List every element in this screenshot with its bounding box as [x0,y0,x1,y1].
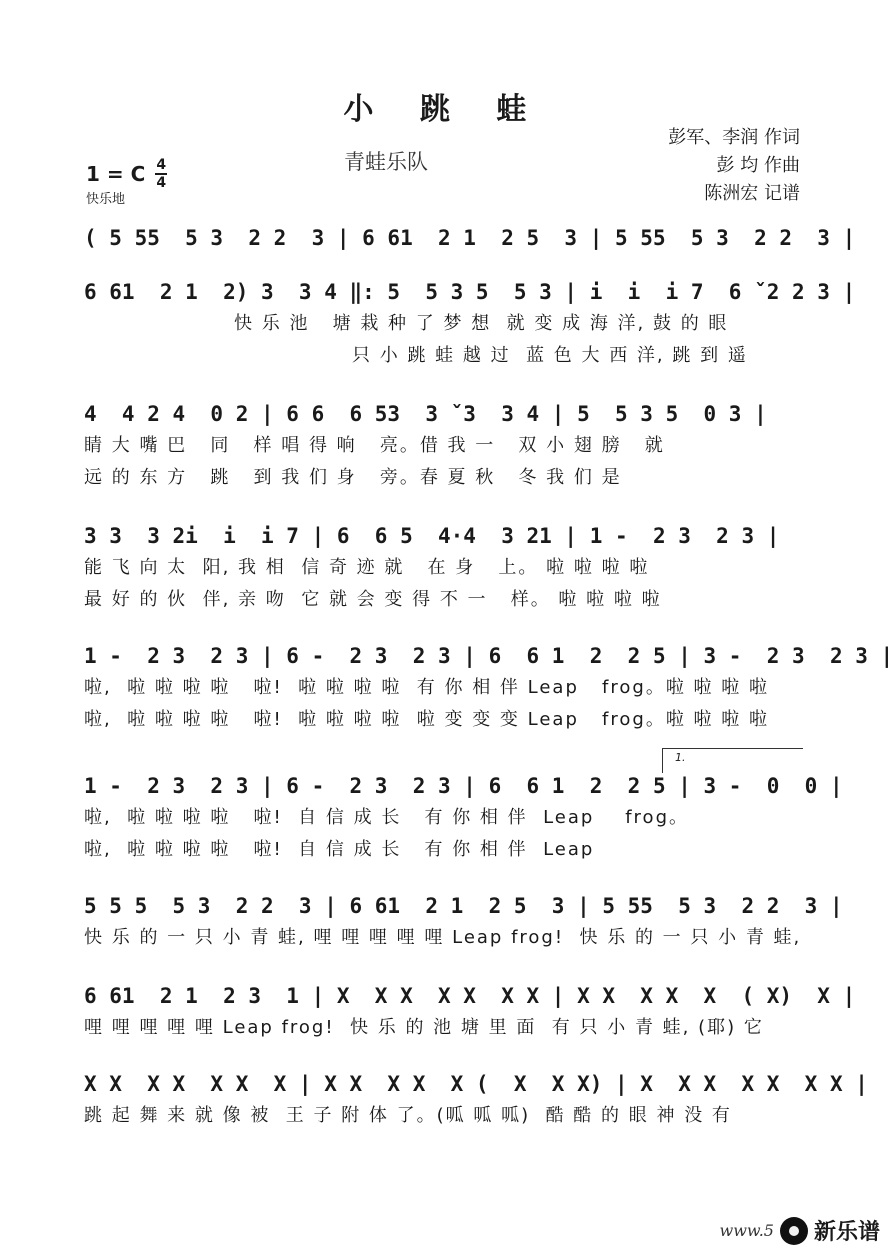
lyric-verse-1: 啦, 啦 啦 啦 啦 啦! 啦 啦 啦 啦 有 你 相 伴 Leap frog。啦 啦 啦 啦 [84,677,769,698]
lyric-verse-2: 啦, 啦 啦 啦 啦 啦! 啦 啦 啦 啦 啦 变 变 变 Leap frog。啦 啦 啦 啦 [84,709,769,730]
score-system-1 [84,222,856,254]
volta-label: 1. [675,751,686,764]
score-system-6 [84,770,843,866]
score-system-7 [84,890,843,954]
notes-line: 1 - 2 3 2 3 | 6 - 2 3 2 3 | 6 6 1 2 2 5 | 3 - 2 3 2 3 | [84,644,893,668]
record-disc-icon [780,1217,808,1245]
score-system-2 [84,276,856,372]
time-signature [155,158,167,190]
transcriber-credit: 陈洲宏 记谱 [704,183,800,204]
notes-line: ( 5 55 5 3 2 2 3 | 6 61 2 1 2 5 3 | 5 55 5 3 2 2 3 | [84,226,856,250]
time-bottom: 4 [156,175,167,191]
score-system-9 [84,1068,868,1132]
score-system-4 [84,520,806,616]
lyric-verse-2: 只 小 跳 蛙 越 过 蓝 色 大 西 洋, 跳 到 遥 [352,345,748,366]
lyric-verse-1: 睛 大 嘴 巴 同 样 唱 得 响 亮。借 我 一 双 小 翅 膀 就 [84,435,665,456]
key-label: 1 = C [86,162,146,186]
notes-line: 6 61 2 1 2) 3 3 4 ‖: 5 5 3 5 5 3 | i i i 7 6 ˇ2 2 3 | [84,280,856,304]
score-system-5 [84,640,893,736]
lyric-verse-1: 啦, 啦 啦 啦 啦 啦! 自 信 成 长 有 你 相 伴 Leap frog。 [84,807,690,828]
notes-line: 5 5 5 5 3 2 2 3 | 6 61 2 1 2 5 3 | 5 55 5 3 2 2 3 | [84,894,843,918]
notes-line: X X X X X X X | X X X X X ( X X X) | X X X X X X X | [84,1072,868,1096]
song-title: 小 跳 蛙 [343,92,545,127]
key-signature [86,158,167,190]
notes-line: 6 61 2 1 2 3 1 | X X X X X X X | X X X X X ( X) X | [84,984,856,1008]
tempo-marking: 快乐地 [86,192,126,207]
composer-credit: 彭 均 作曲 [716,155,800,176]
lyric-verse-2: 远 的 东 方 跳 到 我 们 身 旁。春 夏 秋 冬 我 们 是 [84,467,622,488]
credits [668,124,800,208]
score-system-8 [84,980,856,1044]
lyric-verse-1: 快 乐 的 一 只 小 青 蛙, 哩 哩 哩 哩 哩 Leap frog! 快 乐 的 一 只 小 青 蛙, [84,927,802,948]
band-name: 青蛙乐队 [344,150,428,174]
lyric-verse-2: 最 好 的 伙 伴, 亲 吻 它 就 会 变 得 不 一 样。 啦 啦 啦 啦 [84,589,662,610]
watermark-brand: 新乐谱 [813,1220,880,1245]
notes-line: 1 - 2 3 2 3 | 6 - 2 3 2 3 | 6 6 1 2 2 5 | 3 - 0 0 | [84,774,843,798]
lyricist-credit: 彭军、李润 作词 [668,127,800,148]
lyric-verse-1: 跳 起 舞 来 就 像 被 王 子 附 体 了。(呱 呱 呱) 酷 酷 的 眼 神 没 有 [84,1105,732,1126]
watermark-url: www.5 [719,1221,774,1240]
lyric-verse-1: 哩 哩 哩 哩 哩 Leap frog! 快 乐 的 池 塘 里 面 有 只 小 青 蛙, (耶) 它 [84,1017,764,1038]
lyric-verse-1: 能 飞 向 太 阳, 我 相 信 奇 迹 就 在 身 上。 啦 啦 啦 啦 [84,557,650,578]
notes-line: 3 3 3 2i i i 7 | 6 6 5 4·4 3 21 | 1 - 2 3 2 3 | [84,524,780,548]
watermark [720,1215,880,1246]
score-system-3 [84,398,806,494]
time-top: 4 [156,157,167,173]
notes-line: 4 4 2 4 0 2 | 6 6 6 53 3 ˇ3 3 4 | 5 5 3 5 0 3 | [84,402,767,426]
lyric-verse-2: 啦, 啦 啦 啦 啦 啦! 自 信 成 长 有 你 相 伴 Leap [84,839,595,860]
lyric-verse-1: 快 乐 池 塘 栽 种 了 梦 想 就 变 成 海 洋, 鼓 的 眼 [234,313,729,334]
